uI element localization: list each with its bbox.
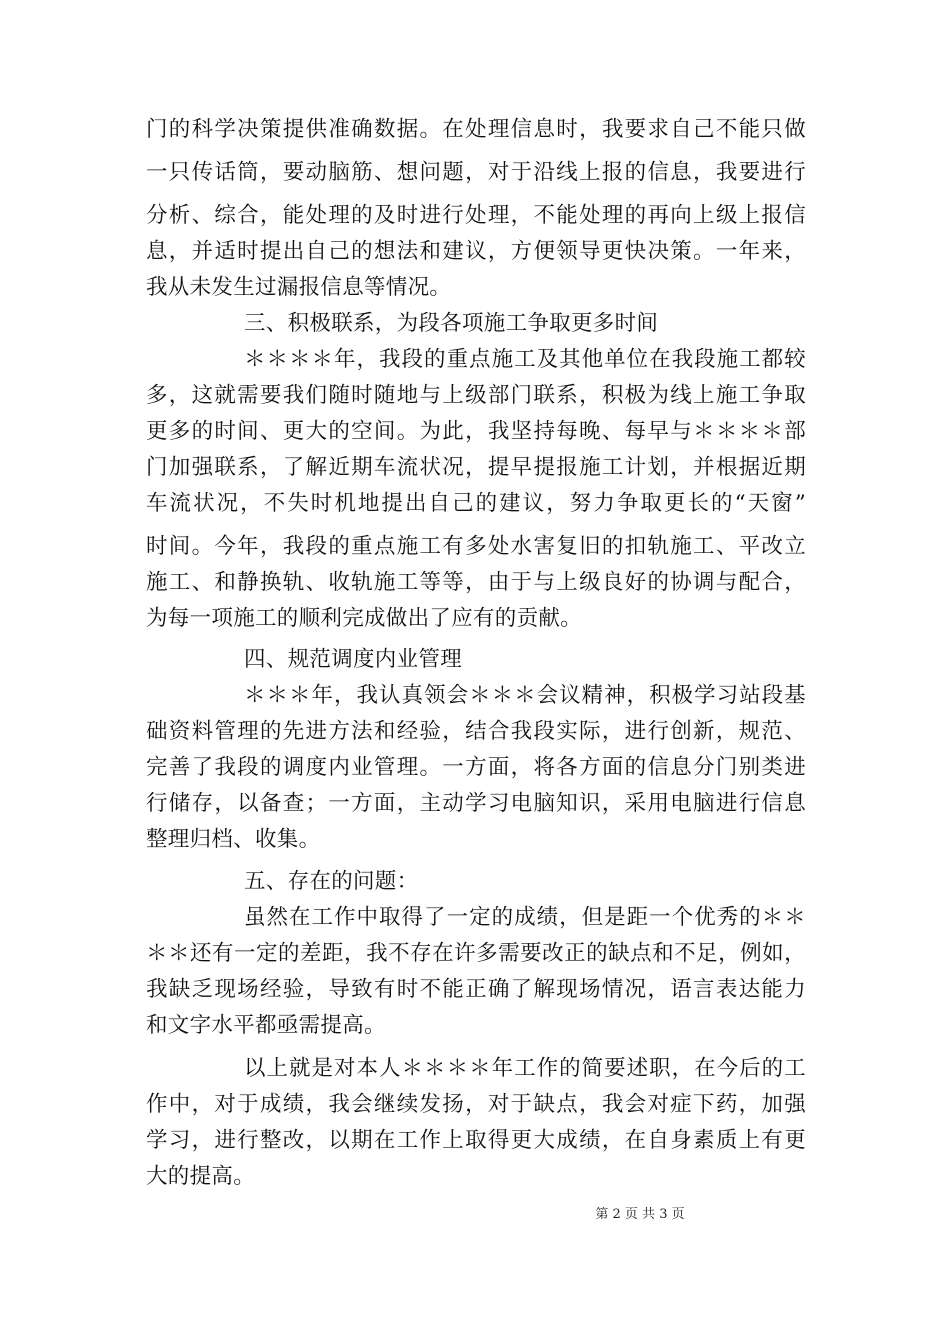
body-line: 我从未发生过漏报信息等情况。 — [146, 275, 452, 300]
body-line: 完善了我段的调度内业管理。一方面，将各方面的信息分门别类进 — [146, 755, 806, 780]
section-heading: 五、存在的问题： — [244, 869, 419, 894]
paragraph-first-line: ＊＊＊年，我认真领会＊＊＊会议精神，积极学习站段基 — [244, 683, 806, 708]
body-line: 学习，进行整改，以期在工作上取得更大成绩，在自身素质上有更 — [146, 1128, 806, 1153]
body-line: 门的科学决策提供准确数据。在处理信息时，我要求自己不能只做 — [146, 117, 806, 142]
section-heading: 三、积极联系，为段各项施工争取更多时间 — [244, 311, 659, 336]
page-number: 第 2 页 共 3 页 — [595, 1207, 685, 1222]
section-heading: 四、规范调度内业管理 — [244, 647, 463, 672]
body-line: 大的提高。 — [146, 1164, 256, 1189]
paragraph-first-line: 以上就是对本人＊＊＊＊年工作的简要述职，在今后的工 — [244, 1056, 806, 1081]
body-line: 和文字水平都亟需提高。 — [146, 1013, 386, 1038]
body-line: 车流状况，不失时机地提出自己的建议，努力争取更长的“天窗” — [146, 491, 806, 516]
body-line: 整理归档、收集。 — [146, 827, 321, 852]
body-line: 息，并适时提出自己的想法和建议，方便领导更快决策。一年来， — [146, 239, 806, 264]
body-line: 时间。今年，我段的重点施工有多处水害复旧的扣轨施工、平改立 — [146, 534, 806, 559]
body-line: 分析、综合，能处理的及时进行处理，不能处理的再向上级上报信 — [146, 203, 806, 228]
body-line: 多，这就需要我们随时随地与上级部门联系，积极为线上施工争取 — [146, 383, 806, 408]
body-line: ＊＊还有一定的差距，我不存在许多需要改正的缺点和不足，例如， — [146, 941, 806, 966]
body-line: 作中，对于成绩，我会继续发扬，对于缺点，我会对症下药，加强 — [146, 1092, 806, 1117]
body-line: 行储存，以备查；一方面，主动学习电脑知识，采用电脑进行信息 — [146, 791, 806, 816]
paragraph-first-line: 虽然在工作中取得了一定的成绩，但是距一个优秀的＊＊ — [244, 905, 806, 930]
body-line: 为每一项施工的顺利完成做出了应有的贡献。 — [146, 606, 583, 631]
body-line: 础资料管理的先进方法和经验，结合我段实际，进行创新，规范、 — [146, 719, 806, 744]
body-line: 一只传话筒，要动脑筋、想问题，对于沿线上报的信息，我要进行 — [146, 160, 806, 185]
body-line: 我缺乏现场经验，导致有时不能正确了解现场情况，语言表达能力 — [146, 977, 806, 1002]
body-line: 门加强联系，了解近期车流状况，提早提报施工计划，并根据近期 — [146, 455, 806, 480]
paragraph-first-line: ＊＊＊＊年，我段的重点施工及其他单位在我段施工都较 — [244, 347, 806, 372]
body-line: 施工、和静换轨、收轨施工等等，由于与上级良好的协调与配合， — [146, 570, 806, 595]
body-line: 更多的时间、更大的空间。为此，我坚持每晚、每早与＊＊＊＊部 — [146, 419, 806, 444]
